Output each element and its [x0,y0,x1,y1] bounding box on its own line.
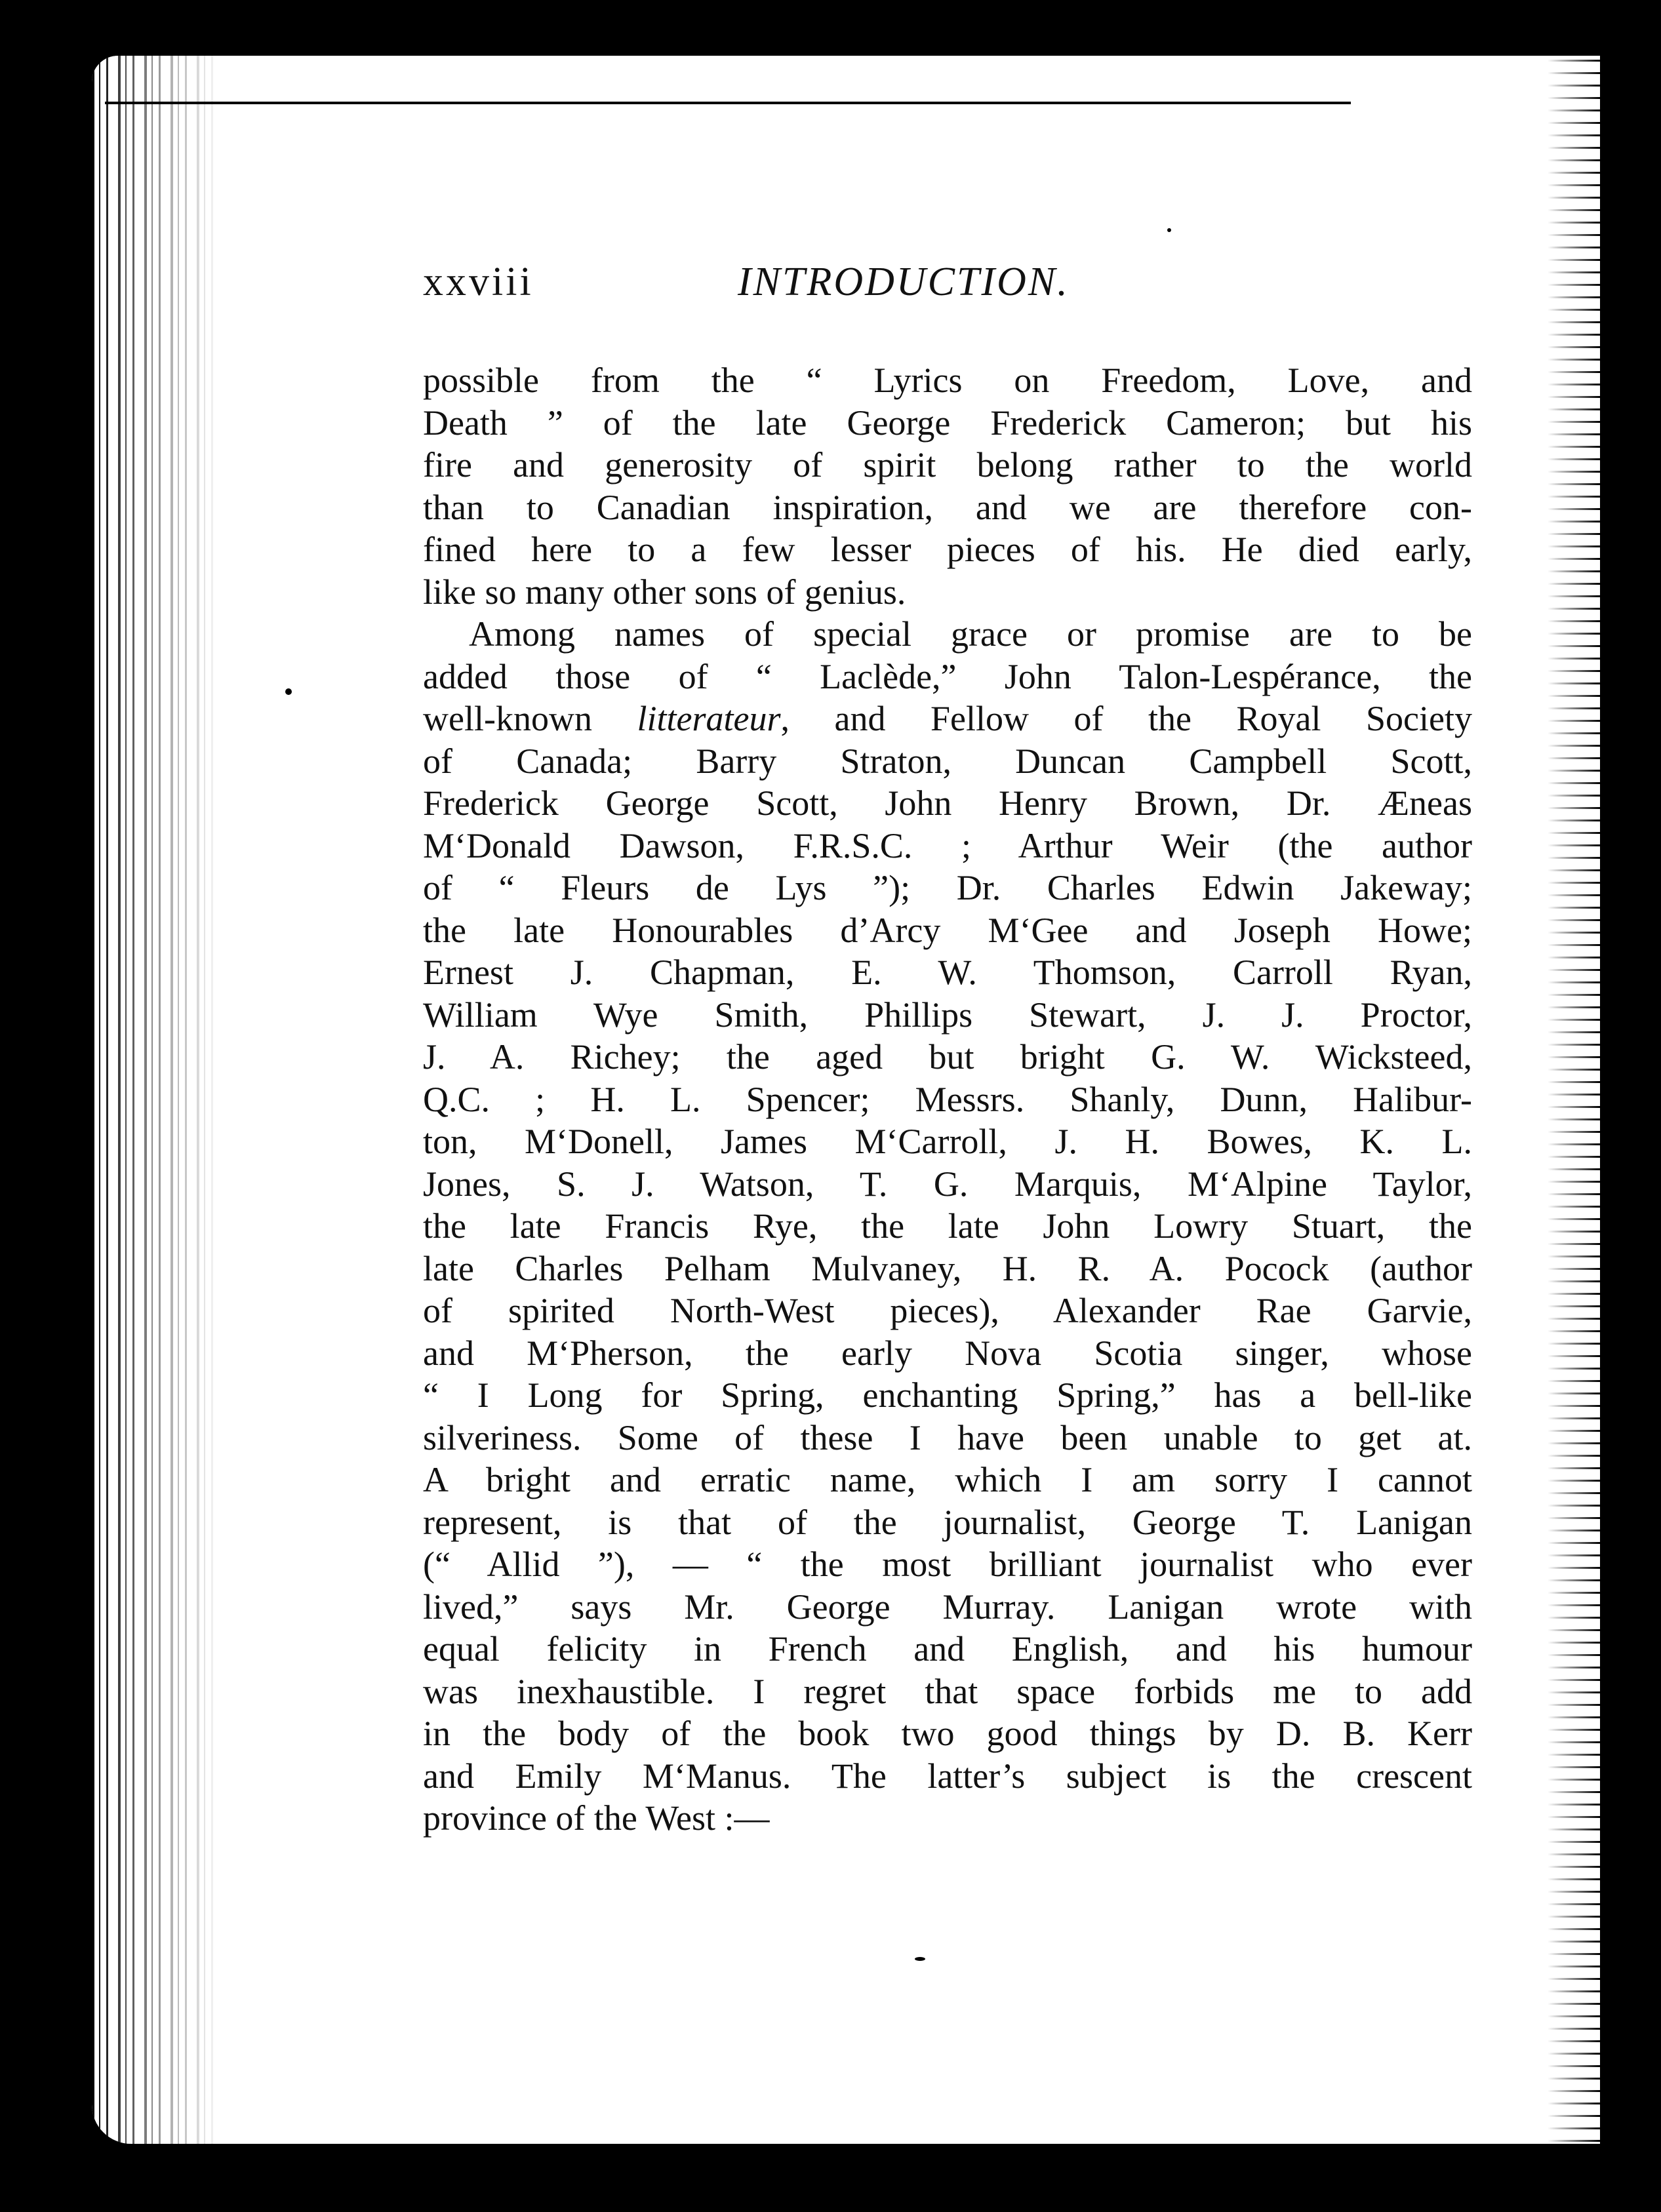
running-title: INTRODUCTION. [738,260,1070,304]
paragraph-1 [423,359,1472,613]
text-line: Frederick George Scott, John Henry Brown, Dr. Æneas [423,783,1472,823]
text-line: the late Francis Rye, the late John Lowry Stuart, the [423,1206,1472,1246]
text-line: Q.C. ; H. L. Spencer; Messrs. Shanly, Dunn, Halibur- [423,1079,1472,1119]
text-line: of Canada; Barry Straton, Duncan Campbell Scott, [423,741,1472,781]
text-line: and M‘Pherson, the early Nova Scotia singer, whose [423,1333,1472,1373]
text-line: J. A. Richey; the aged but bright G. W. Wicksteed, [423,1037,1472,1076]
text-line: was inexhaustible. I regret that space forbids me to add [423,1671,1472,1711]
text-line: like so many other sons of genius. [423,572,906,612]
italic-word: litterateur [637,699,781,738]
text-line: William Wye Smith, Phillips Stewart, J. J. Proctor, [423,995,1472,1035]
text-line: lived,” says Mr. George Murray. Lanigan wrote with [423,1587,1472,1627]
binding-gutter [92,56,223,2144]
text-line: A bright and erratic name, which I am sorry I cannot [423,1460,1472,1499]
text-line: equal felicity in French and English, and his humour [423,1629,1472,1669]
text-line: silveriness. Some of these I have been unable to get at. [423,1417,1472,1457]
text-line: represent, is that of the journalist, George T. Lanigan [423,1502,1472,1542]
text-line: Death ” of the late George Frederick Cameron; but his [423,403,1472,443]
text-line: in the body of the book two good things by D. B. Kerr [423,1714,1472,1753]
text-line: the late Honourables d’Arcy M‘Gee and Joseph Howe; [423,910,1472,950]
body-text [423,359,1472,1840]
text-line: “ I Long for Spring, enchanting Spring,” has a bell-like [423,1375,1472,1415]
text-line: late Charles Pelham Mulvaney, H. R. A. Pocock (author [423,1248,1472,1288]
text-line: of spirited North-West pieces), Alexander Rae Garvie, [423,1291,1472,1330]
ink-speck [285,688,292,695]
text-line: Among names of special grace or promise are to be [469,614,1472,654]
text-line: ton, M‘Donell, James M‘Carroll, J. H. Bowes, K. L. [423,1122,1472,1161]
text-line: Ernest J. Chapman, E. W. Thomson, Carroll Ryan, [423,953,1472,992]
page-right-edge [1548,56,1600,2144]
text-line: possible from the “ Lyrics on Freedom, Love, and [423,361,1472,400]
ink-speck [915,1957,925,1961]
paragraph-2 [423,613,1472,1840]
text-line: Jones, S. J. Watson, T. G. Marquis, M‘Alpine Taylor, [423,1164,1472,1204]
text-line: well-known litterateur, and Fellow of the Royal Society [423,699,1473,738]
text-line: province of the West :— [423,1798,770,1838]
page-edge-rule [105,102,1351,104]
text-line: (“ Allid ”), — “ the most brilliant journalist who ever [423,1545,1472,1584]
text-line: than to Canadian inspiration, and we are therefore con- [423,487,1472,527]
page-header [423,259,1197,318]
text-line: M‘Donald Dawson, F.R.S.C. ; Arthur Weir (the author [423,825,1472,865]
ink-speck [1167,228,1171,232]
page-number: xxviii [423,260,534,304]
text-line: fire and generosity of spirit belong rather to the world [423,445,1472,484]
text-line: and Emily M‘Manus. The latter’s subject is the crescent [423,1756,1472,1796]
text-line: fined here to a few lesser pieces of his. He died early, [423,530,1472,569]
text-line: added those of “ Laclède,” John Talon-Lespérance, the [423,656,1472,696]
scan-border-right [1600,0,1661,2212]
text-line: of “ Fleurs de Lys ”); Dr. Charles Edwin Jakeway; [423,868,1472,907]
